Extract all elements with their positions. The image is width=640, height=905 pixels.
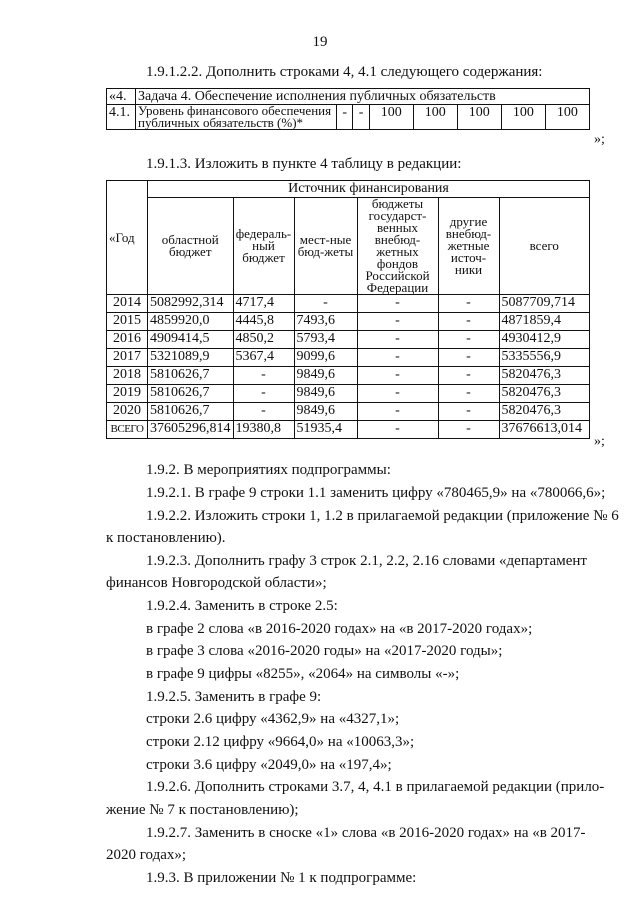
paragraph-1-9-2-2: 1.9.2.2. Изложить строки 1, 1.2 в прилагаемой редакции (приложение № 6 xyxy=(146,508,619,524)
indicator-cell: - xyxy=(337,105,353,130)
paragraph-col3: в графе 3 слова «2016-2020 годы» на «2017-2020 годы»; xyxy=(146,643,503,659)
federal-cell: 4717,4 xyxy=(233,295,294,313)
other-cell: - xyxy=(438,421,499,439)
year-cell: 2017 xyxy=(107,349,148,367)
funds-cell: - xyxy=(357,403,438,421)
federal-cell: - xyxy=(233,367,294,385)
local-cell: 9849,6 xyxy=(294,385,357,403)
total-cell: 5820476,3 xyxy=(499,367,590,385)
paragraph-1-9-1-2-2: 1.9.1.2.2. Дополнить строками 4, 4.1 следующего содержания: xyxy=(146,64,543,80)
indicator-cell: 100 xyxy=(369,105,413,130)
paragraph-col2: в графе 2 слова «в 2016-2020 годах» на «в 2017-2020 годах»; xyxy=(146,621,533,637)
total-label: ВСЕГО xyxy=(107,421,148,439)
local-cell: 9849,6 xyxy=(294,403,357,421)
table-2-closing-quote: »; xyxy=(594,434,605,449)
regional-cell: 5810626,7 xyxy=(148,367,234,385)
regional-cell: 5321089,9 xyxy=(148,349,234,367)
table-row xyxy=(107,349,590,367)
total-cell: 4871859,4 xyxy=(499,313,590,331)
local-cell: - xyxy=(294,295,357,313)
other-cell: - xyxy=(438,349,499,367)
local-cell: 5793,4 xyxy=(294,331,357,349)
indicator-cell: 100 xyxy=(501,105,545,130)
funds-cell: - xyxy=(357,367,438,385)
paragraph-1-9-2-4: 1.9.2.4. Заменить в строке 2.5: xyxy=(146,598,338,614)
table-row xyxy=(107,367,590,385)
paragraph-col9: в графе 9 цифры «8255», «2064» на символы «-»; xyxy=(146,666,460,682)
local-cell: 9099,6 xyxy=(294,349,357,367)
paragraph-1-9-1-3: 1.9.1.3. Изложить в пункте 4 таблицу в редакции: xyxy=(146,156,462,172)
funds-cell: - xyxy=(357,421,438,439)
other-cell: - xyxy=(438,367,499,385)
indicator-cell: - xyxy=(353,105,369,130)
paragraph-1-9-2-2-cont: к постановлению). xyxy=(106,530,226,546)
table-row xyxy=(107,385,590,403)
regional-cell: 5810626,7 xyxy=(148,403,234,421)
other-cell: - xyxy=(438,331,499,349)
federal-cell: 5367,4 xyxy=(233,349,294,367)
funds-cell: - xyxy=(357,313,438,331)
header-total: всего xyxy=(499,198,590,295)
task-4-number: «4. xyxy=(107,89,136,105)
year-header: «Год xyxy=(107,181,148,295)
federal-cell: 4850,2 xyxy=(233,331,294,349)
paragraph-1-9-2-6: 1.9.2.6. Дополнить строками 3.7, 4, 4.1 в прилагаемой редакции (прило- xyxy=(146,779,605,795)
page-number: 19 xyxy=(312,34,328,50)
other-cell: - xyxy=(438,295,499,313)
indicator-cell: 100 xyxy=(457,105,501,130)
header-local-budgets: мест-ные бюд-жеты xyxy=(294,198,357,295)
header-federal-budget: федераль-ный бюджет xyxy=(233,198,294,295)
paragraph-1-9-2: 1.9.2. В мероприятиях подпрограммы: xyxy=(146,462,391,478)
total-cell: 5820476,3 xyxy=(499,385,590,403)
table-financing xyxy=(106,180,590,439)
header-extrabudgetary-funds: бюджеты государст-венных внебюд-жетных фондов Российской Федерации xyxy=(357,198,438,295)
total-cell: 5820476,3 xyxy=(499,403,590,421)
task-4-title: Задача 4. Обеспечение исполнения публичных обязательств xyxy=(136,89,590,105)
regional-cell: 4859920,0 xyxy=(148,313,234,331)
table-row xyxy=(107,403,590,421)
year-cell: 2014 xyxy=(107,295,148,313)
other-cell: - xyxy=(438,385,499,403)
paragraph-1-9-2-3-cont: финансов Новгородской области»; xyxy=(106,575,327,591)
table-row-total xyxy=(107,421,590,439)
funds-cell: - xyxy=(357,385,438,403)
total-cell: 4930412,9 xyxy=(499,331,590,349)
regional-cell: 37605296,814 xyxy=(148,421,234,439)
other-cell: - xyxy=(438,313,499,331)
regional-cell: 4909414,5 xyxy=(148,331,234,349)
indicator-cell: 100 xyxy=(413,105,457,130)
paragraph-1-9-2-6-cont: жение № 7 к постановлению); xyxy=(106,802,299,818)
other-cell: - xyxy=(438,403,499,421)
paragraph-row-2-12: строки 2.12 цифру «9664,0» на «10063,3»; xyxy=(146,734,415,750)
local-cell: 7493,6 xyxy=(294,313,357,331)
paragraph-1-9-3: 1.9.3. В приложении № 1 к подпрограмме: xyxy=(146,870,417,886)
funds-cell: - xyxy=(357,349,438,367)
paragraph-1-9-2-1: 1.9.2.1. В графе 9 строки 1.1 заменить цифру «780465,9» на «780066,6»; xyxy=(146,485,606,501)
funds-cell: - xyxy=(357,331,438,349)
source-header: Источник финансирования xyxy=(148,181,590,198)
table-row xyxy=(107,331,590,349)
table-row xyxy=(107,313,590,331)
indicator-4-1-number: 4.1. xyxy=(107,105,136,130)
table-row xyxy=(107,295,590,313)
local-cell: 51935,4 xyxy=(294,421,357,439)
regional-cell: 5810626,7 xyxy=(148,385,234,403)
regional-cell: 5082992,314 xyxy=(148,295,234,313)
year-cell: 2018 xyxy=(107,367,148,385)
total-cell: 5087709,714 xyxy=(499,295,590,313)
indicator-cell: 100 xyxy=(545,105,589,130)
paragraph-row-3-6: строки 3.6 цифру «2049,0» на «197,4»; xyxy=(146,757,392,773)
total-cell: 37676613,014 xyxy=(499,421,590,439)
indicator-4-1-text: Уровень финансового обеспечения публичных обязательств (%)* xyxy=(136,105,337,130)
federal-cell: - xyxy=(233,403,294,421)
header-regional-budget: областной бюджет xyxy=(148,198,234,295)
table-1-closing-quote: »; xyxy=(594,132,605,147)
paragraph-1-9-2-5: 1.9.2.5. Заменить в графе 9: xyxy=(146,689,322,705)
federal-cell: - xyxy=(233,385,294,403)
total-cell: 5335556,9 xyxy=(499,349,590,367)
year-cell: 2019 xyxy=(107,385,148,403)
paragraph-1-9-2-7-cont: 2020 годах»; xyxy=(106,847,187,863)
funds-cell: - xyxy=(357,295,438,313)
paragraph-1-9-2-7: 1.9.2.7. Заменить в сноске «1» слова «в 2016-2020 годах» на «в 2017- xyxy=(146,825,586,841)
header-other-sources: другие внебюд-жетные источ-ники xyxy=(438,198,499,295)
year-cell: 2015 xyxy=(107,313,148,331)
year-cell: 2016 xyxy=(107,331,148,349)
table-tasks xyxy=(106,88,590,130)
federal-cell: 4445,8 xyxy=(233,313,294,331)
federal-cell: 19380,8 xyxy=(233,421,294,439)
local-cell: 9849,6 xyxy=(294,367,357,385)
paragraph-row-2-6: строки 2.6 цифру «4362,9» на «4327,1»; xyxy=(146,711,400,727)
paragraph-1-9-2-3: 1.9.2.3. Дополнить графу 3 строк 2.1, 2.2, 2.16 словами «департамент xyxy=(146,553,587,569)
year-cell: 2020 xyxy=(107,403,148,421)
